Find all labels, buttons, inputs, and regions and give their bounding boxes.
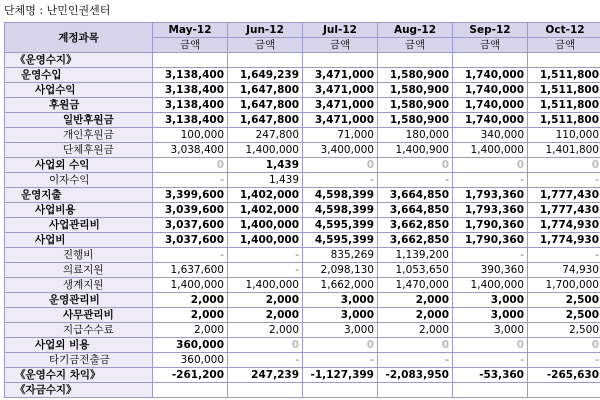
table-row (5, 83, 600, 98)
row-value: - (453, 248, 528, 263)
row-value: 1,793,360 (453, 203, 528, 218)
row-value: 1,740,000 (453, 68, 528, 83)
row-value: 0 (153, 158, 228, 173)
row-value: - (303, 353, 378, 368)
row-value: - (378, 353, 453, 368)
row-value: 4,598,399 (303, 188, 378, 203)
row-value: 3,138,400 (153, 113, 228, 128)
row-value: 2,500 (528, 293, 600, 308)
row-label: 개인후원금 (5, 128, 153, 143)
table-row (5, 233, 600, 248)
row-value (228, 53, 303, 68)
row-value: 71,000 (303, 128, 378, 143)
row-value (303, 383, 378, 398)
row-value: 2,000 (228, 308, 303, 323)
row-value: 0 (528, 338, 600, 353)
row-value: 1,400,000 (228, 233, 303, 248)
row-value: 2,000 (228, 323, 303, 338)
row-value: 1,777,430 (528, 188, 600, 203)
table-row (5, 218, 600, 233)
row-value: 360,000 (153, 338, 228, 353)
table-row (5, 323, 600, 338)
row-value: 1,400,000 (453, 278, 528, 293)
row-value: 1,511,800 (528, 98, 600, 113)
row-value: 3,000 (453, 293, 528, 308)
row-value: 2,500 (528, 308, 600, 323)
row-label: 운영수입 (5, 68, 153, 83)
row-value: 2,000 (153, 308, 228, 323)
row-label: 타기금전출금 (5, 353, 153, 368)
row-value (528, 53, 600, 68)
row-label: 사업외 수익 (5, 158, 153, 173)
row-value (453, 53, 528, 68)
row-value: 1,777,430 (528, 203, 600, 218)
row-value: - (453, 353, 528, 368)
row-value (528, 383, 600, 398)
row-value: 1,439 (228, 173, 303, 188)
row-value: 3,471,000 (303, 113, 378, 128)
table-row (5, 263, 600, 278)
table-row (5, 173, 600, 188)
row-value: 2,500 (528, 323, 600, 338)
table-row (5, 293, 600, 308)
row-value: - (453, 173, 528, 188)
table-row (5, 113, 600, 128)
row-value: 2,000 (153, 293, 228, 308)
row-value: 3,037,600 (153, 233, 228, 248)
header-unit: 금액 (228, 38, 303, 53)
header-unit: 금액 (453, 38, 528, 53)
row-value: 1,580,900 (378, 68, 453, 83)
row-value: 1,700,000 (528, 278, 600, 293)
row-value: 1,053,650 (378, 263, 453, 278)
header-month: Sep-12 (453, 23, 528, 38)
row-label: 의료지원 (5, 263, 153, 278)
table-row (5, 203, 600, 218)
row-label: 일반후원금 (5, 113, 153, 128)
row-value: 1,790,360 (453, 233, 528, 248)
row-value: 360,000 (153, 353, 228, 368)
row-value (228, 383, 303, 398)
row-value: - (528, 173, 600, 188)
table-row (5, 143, 600, 158)
row-label: 이자수익 (5, 173, 153, 188)
row-value: 1,649,239 (228, 68, 303, 83)
row-value: 4,595,399 (303, 233, 378, 248)
row-label: 후원금 (5, 98, 153, 113)
header-unit: 금액 (528, 38, 600, 53)
row-value: 3,471,000 (303, 68, 378, 83)
row-value: 3,039,600 (153, 203, 228, 218)
row-value: 3,664,850 (378, 188, 453, 203)
row-value (378, 383, 453, 398)
row-label: 진행비 (5, 248, 153, 263)
row-label: 사업수익 (5, 83, 153, 98)
row-value: 0 (528, 158, 600, 173)
row-value: 1,647,800 (228, 113, 303, 128)
row-value: -2,083,950 (378, 368, 453, 383)
row-value: 3,000 (303, 323, 378, 338)
row-value: 340,000 (453, 128, 528, 143)
table-row (5, 68, 600, 83)
header-month: Aug-12 (378, 23, 453, 38)
row-label: 《운영수지》 (5, 53, 153, 68)
row-value: - (153, 173, 228, 188)
header-month: Oct-12 (528, 23, 600, 38)
row-value: 74,930 (528, 263, 600, 278)
row-value: -53,360 (453, 368, 528, 383)
row-value: 1,580,900 (378, 113, 453, 128)
table-row (5, 98, 600, 113)
row-value: 1,511,800 (528, 113, 600, 128)
row-value: -1,127,399 (303, 368, 378, 383)
row-value: 180,000 (378, 128, 453, 143)
row-value: 0 (303, 158, 378, 173)
header-unit: 금액 (153, 38, 228, 53)
row-value: 0 (453, 338, 528, 353)
row-value: - (228, 353, 303, 368)
row-label: 사업관리비 (5, 218, 153, 233)
row-value: 3,400,000 (303, 143, 378, 158)
row-value: 1,637,600 (153, 263, 228, 278)
row-value: 3,037,600 (153, 218, 228, 233)
row-value: 1,511,800 (528, 68, 600, 83)
row-value: 1,401,800 (528, 143, 600, 158)
row-value: 3,471,000 (303, 83, 378, 98)
header-month: Jul-12 (303, 23, 378, 38)
row-value: 1,793,360 (453, 188, 528, 203)
row-value: 3,138,400 (153, 98, 228, 113)
row-label: 《운영수지 차익》 (5, 368, 153, 383)
row-value: 3,138,400 (153, 83, 228, 98)
table-row (5, 278, 600, 293)
row-value: - (153, 248, 228, 263)
row-value: 1,400,000 (453, 143, 528, 158)
row-label: 운영지출 (5, 188, 153, 203)
row-value: 0 (228, 338, 303, 353)
row-value: 0 (453, 158, 528, 173)
table-row (5, 308, 600, 323)
row-value: 247,239 (228, 368, 303, 383)
row-value: 2,000 (228, 293, 303, 308)
header-account-category: 계정과목 (5, 23, 153, 53)
row-value: 3,000 (453, 308, 528, 323)
header-month: Jun-12 (228, 23, 303, 38)
row-value: 1,402,000 (228, 203, 303, 218)
row-value: 3,664,850 (378, 203, 453, 218)
row-value: 2,098,130 (303, 263, 378, 278)
row-value (153, 53, 228, 68)
row-value: 3,000 (303, 293, 378, 308)
row-value: 1,790,360 (453, 218, 528, 233)
table-row (5, 53, 600, 68)
table-row (5, 128, 600, 143)
row-value: -261,200 (153, 368, 228, 383)
row-value: 1,740,000 (453, 98, 528, 113)
row-value (378, 53, 453, 68)
row-value: 1,740,000 (453, 83, 528, 98)
row-value: 0 (378, 158, 453, 173)
row-value: 1,439 (228, 158, 303, 173)
row-value: - (378, 173, 453, 188)
row-value: 1,740,000 (453, 113, 528, 128)
row-value: 1,139,200 (378, 248, 453, 263)
row-value: - (228, 248, 303, 263)
row-label: 사업외 비용 (5, 338, 153, 353)
row-label: 《자금수지》 (5, 383, 153, 398)
table-row (5, 158, 600, 173)
row-value: 1,774,930 (528, 233, 600, 248)
row-value: 1,647,800 (228, 98, 303, 113)
row-value: 0 (303, 338, 378, 353)
row-value: - (528, 248, 600, 263)
table-row (5, 368, 600, 383)
row-value: - (303, 173, 378, 188)
row-value: 4,598,399 (303, 203, 378, 218)
row-value: 1,662,000 (303, 278, 378, 293)
table-row (5, 188, 600, 203)
row-value: 247,800 (228, 128, 303, 143)
row-value: 2,000 (378, 323, 453, 338)
header-unit: 금액 (303, 38, 378, 53)
monthly-finance-table (4, 22, 600, 398)
row-value: 3,000 (303, 308, 378, 323)
row-value: 835,269 (303, 248, 378, 263)
table-row (5, 338, 600, 353)
row-value: 2,000 (378, 308, 453, 323)
row-value: 1,400,000 (228, 218, 303, 233)
row-value: 2,000 (153, 323, 228, 338)
row-value: 1,400,900 (378, 143, 453, 158)
row-value: 1,402,000 (228, 188, 303, 203)
row-value (153, 383, 228, 398)
row-value: 1,400,000 (153, 278, 228, 293)
row-value: 3,471,000 (303, 98, 378, 113)
row-label: 사업비용 (5, 203, 153, 218)
org-name-label: 단체명 : 난민인권센터 (4, 4, 111, 17)
row-value: 2,000 (378, 293, 453, 308)
row-value: 100,000 (153, 128, 228, 143)
row-value: 1,774,930 (528, 218, 600, 233)
header-month: May-12 (153, 23, 228, 38)
row-value (453, 383, 528, 398)
row-value: - (228, 263, 303, 278)
row-value: 3,662,850 (378, 233, 453, 248)
row-label: 생계지원 (5, 278, 153, 293)
row-label: 단체후원금 (5, 143, 153, 158)
row-value: 3,000 (453, 323, 528, 338)
row-value: 1,580,900 (378, 83, 453, 98)
row-value: 110,000 (528, 128, 600, 143)
header-unit: 금액 (378, 38, 453, 53)
row-value: 3,662,850 (378, 218, 453, 233)
row-value: 1,580,900 (378, 98, 453, 113)
row-value: 1,511,800 (528, 83, 600, 98)
table-row (5, 248, 600, 263)
row-value: - (528, 353, 600, 368)
row-label: 사무관리비 (5, 308, 153, 323)
table-row (5, 383, 600, 398)
row-value: 1,647,800 (228, 83, 303, 98)
row-value (303, 53, 378, 68)
row-value: -265,630 (528, 368, 600, 383)
row-value: 390,360 (453, 263, 528, 278)
row-value: 1,470,000 (378, 278, 453, 293)
row-value: 1,400,000 (228, 278, 303, 293)
row-value: 4,595,399 (303, 218, 378, 233)
row-value: 0 (378, 338, 453, 353)
row-label: 지급수수료 (5, 323, 153, 338)
row-label: 운영관리비 (5, 293, 153, 308)
row-value: 3,038,400 (153, 143, 228, 158)
table-row (5, 353, 600, 368)
row-value: 3,138,400 (153, 68, 228, 83)
row-value: 3,399,600 (153, 188, 228, 203)
row-label: 사업비 (5, 233, 153, 248)
row-value: 1,400,000 (228, 143, 303, 158)
